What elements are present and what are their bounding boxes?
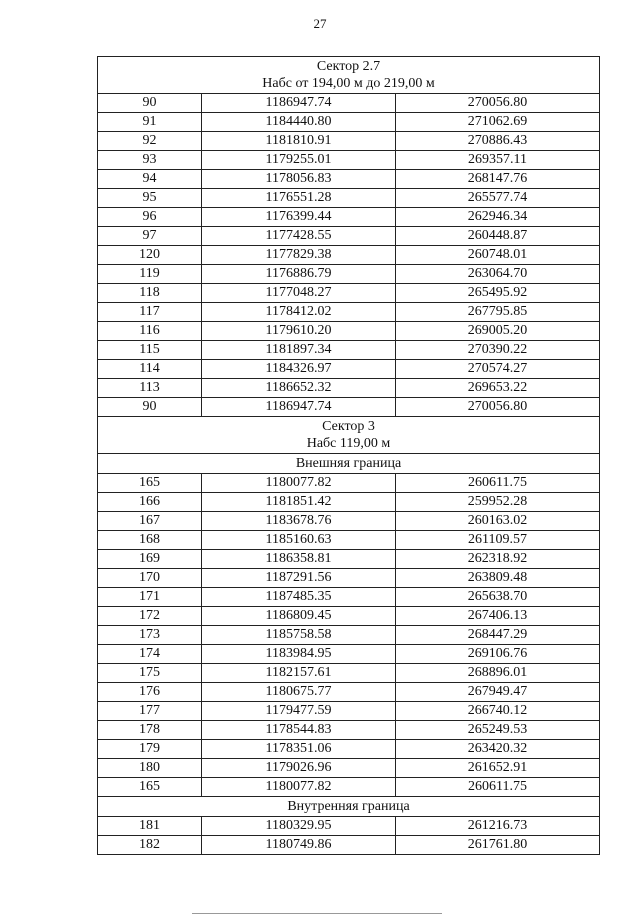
table-row [98, 113, 600, 132]
point-number-cell: 177 [98, 702, 202, 721]
y-coordinate-cell: 270390.22 [396, 341, 600, 360]
table-row [98, 379, 600, 398]
x-coordinate-cell: 1185160.63 [202, 531, 396, 550]
point-number-cell: 95 [98, 189, 202, 208]
x-coordinate-cell: 1179026.96 [202, 759, 396, 778]
page-bottom-rule [192, 913, 442, 914]
table-row [98, 322, 600, 341]
x-coordinate-cell: 1187291.56 [202, 569, 396, 588]
boundary-label: Внутренняя граница [98, 797, 600, 817]
table-row [98, 550, 600, 569]
table-row [98, 474, 600, 493]
table-row [98, 626, 600, 645]
sector-header [98, 417, 600, 454]
page-number: 27 [313, 16, 327, 31]
y-coordinate-cell: 270056.80 [396, 398, 600, 417]
point-number-cell: 92 [98, 132, 202, 151]
y-coordinate-cell: 260448.87 [396, 227, 600, 246]
x-coordinate-cell: 1184440.80 [202, 113, 396, 132]
point-number-cell: 169 [98, 550, 202, 569]
y-coordinate-cell: 267795.85 [396, 303, 600, 322]
x-coordinate-cell: 1186652.32 [202, 379, 396, 398]
x-coordinate-cell: 1185758.58 [202, 626, 396, 645]
x-coordinate-cell: 1181851.42 [202, 493, 396, 512]
table-row [98, 493, 600, 512]
x-coordinate-cell: 1180077.82 [202, 778, 396, 797]
y-coordinate-cell: 267949.47 [396, 683, 600, 702]
y-coordinate-cell: 268896.01 [396, 664, 600, 683]
y-coordinate-cell: 269005.20 [396, 322, 600, 341]
x-coordinate-cell: 1176551.28 [202, 189, 396, 208]
sector-title: Сектор 3 [322, 419, 375, 434]
table-row [98, 664, 600, 683]
table-row [98, 132, 600, 151]
table-row [98, 531, 600, 550]
x-coordinate-cell: 1186809.45 [202, 607, 396, 626]
x-coordinate-cell: 1186358.81 [202, 550, 396, 569]
y-coordinate-cell: 261761.80 [396, 836, 600, 855]
table-row [98, 836, 600, 855]
y-coordinate-cell: 263809.48 [396, 569, 600, 588]
x-coordinate-cell: 1178412.02 [202, 303, 396, 322]
point-number-cell: 90 [98, 398, 202, 417]
y-coordinate-cell: 265638.70 [396, 588, 600, 607]
table-row [98, 360, 600, 379]
table-row [98, 740, 600, 759]
table-row [98, 189, 600, 208]
table-row [98, 512, 600, 531]
x-coordinate-cell: 1177048.27 [202, 284, 396, 303]
point-number-cell: 120 [98, 246, 202, 265]
table-row [98, 227, 600, 246]
table-row [98, 569, 600, 588]
point-number-cell: 96 [98, 208, 202, 227]
table-row [98, 265, 600, 284]
point-number-cell: 176 [98, 683, 202, 702]
table-row [98, 702, 600, 721]
x-coordinate-cell: 1178056.83 [202, 170, 396, 189]
point-number-cell: 168 [98, 531, 202, 550]
x-coordinate-cell: 1184326.97 [202, 360, 396, 379]
x-coordinate-cell: 1182157.61 [202, 664, 396, 683]
point-number-cell: 165 [98, 778, 202, 797]
table-row [98, 817, 600, 836]
x-coordinate-cell: 1177428.55 [202, 227, 396, 246]
y-coordinate-cell: 261109.57 [396, 531, 600, 550]
coordinates-table-body [98, 57, 600, 855]
group-label-row [98, 454, 600, 474]
point-number-cell: 114 [98, 360, 202, 379]
point-number-cell: 115 [98, 341, 202, 360]
y-coordinate-cell: 263420.32 [396, 740, 600, 759]
x-coordinate-cell: 1181810.91 [202, 132, 396, 151]
table-row [98, 721, 600, 740]
point-number-cell: 165 [98, 474, 202, 493]
table-row [98, 208, 600, 227]
table-row [98, 759, 600, 778]
x-coordinate-cell: 1178351.06 [202, 740, 396, 759]
y-coordinate-cell: 261652.91 [396, 759, 600, 778]
table-row [98, 284, 600, 303]
x-coordinate-cell: 1179255.01 [202, 151, 396, 170]
table-row [98, 778, 600, 797]
sector-subtitle: Набс 119,00 м [306, 436, 391, 451]
point-number-cell: 91 [98, 113, 202, 132]
table-row [98, 398, 600, 417]
point-number-cell: 180 [98, 759, 202, 778]
y-coordinate-cell: 260611.75 [396, 474, 600, 493]
table-row [98, 645, 600, 664]
x-coordinate-cell: 1180077.82 [202, 474, 396, 493]
x-coordinate-cell: 1180749.86 [202, 836, 396, 855]
x-coordinate-cell: 1187485.35 [202, 588, 396, 607]
point-number-cell: 167 [98, 512, 202, 531]
y-coordinate-cell: 260748.01 [396, 246, 600, 265]
sector-header [98, 57, 600, 94]
point-number-cell: 93 [98, 151, 202, 170]
y-coordinate-cell: 259952.28 [396, 493, 600, 512]
point-number-cell: 181 [98, 817, 202, 836]
table-row [98, 170, 600, 189]
table-row [98, 588, 600, 607]
y-coordinate-cell: 263064.70 [396, 265, 600, 284]
sector-subtitle: Набс от 194,00 м до 219,00 м [262, 76, 435, 91]
point-number-cell: 179 [98, 740, 202, 759]
point-number-cell: 174 [98, 645, 202, 664]
point-number-cell: 170 [98, 569, 202, 588]
x-coordinate-cell: 1180675.77 [202, 683, 396, 702]
sector-header-row [98, 417, 600, 454]
y-coordinate-cell: 270056.80 [396, 94, 600, 113]
y-coordinate-cell: 269106.76 [396, 645, 600, 664]
y-coordinate-cell: 261216.73 [396, 817, 600, 836]
point-number-cell: 171 [98, 588, 202, 607]
x-coordinate-cell: 1180329.95 [202, 817, 396, 836]
table-row [98, 341, 600, 360]
x-coordinate-cell: 1186947.74 [202, 398, 396, 417]
y-coordinate-cell: 265577.74 [396, 189, 600, 208]
point-number-cell: 173 [98, 626, 202, 645]
point-number-cell: 97 [98, 227, 202, 246]
point-number-cell: 90 [98, 94, 202, 113]
x-coordinate-cell: 1176399.44 [202, 208, 396, 227]
table-row [98, 303, 600, 322]
y-coordinate-cell: 268447.29 [396, 626, 600, 645]
x-coordinate-cell: 1183984.95 [202, 645, 396, 664]
y-coordinate-cell: 270886.43 [396, 132, 600, 151]
y-coordinate-cell: 268147.76 [396, 170, 600, 189]
point-number-cell: 94 [98, 170, 202, 189]
point-number-cell: 113 [98, 379, 202, 398]
point-number-cell: 119 [98, 265, 202, 284]
coordinates-table [97, 56, 600, 855]
x-coordinate-cell: 1178544.83 [202, 721, 396, 740]
y-coordinate-cell: 262318.92 [396, 550, 600, 569]
group-label-row [98, 797, 600, 817]
y-coordinate-cell: 265249.53 [396, 721, 600, 740]
table-row [98, 683, 600, 702]
y-coordinate-cell: 269357.11 [396, 151, 600, 170]
point-number-cell: 166 [98, 493, 202, 512]
table-row [98, 151, 600, 170]
x-coordinate-cell: 1186947.74 [202, 94, 396, 113]
table-row [98, 246, 600, 265]
sector-title: Сектор 2.7 [316, 59, 381, 74]
x-coordinate-cell: 1179610.20 [202, 322, 396, 341]
point-number-cell: 175 [98, 664, 202, 683]
y-coordinate-cell: 267406.13 [396, 607, 600, 626]
y-coordinate-cell: 269653.22 [396, 379, 600, 398]
y-coordinate-cell: 260163.02 [396, 512, 600, 531]
y-coordinate-cell: 270574.27 [396, 360, 600, 379]
point-number-cell: 178 [98, 721, 202, 740]
x-coordinate-cell: 1176886.79 [202, 265, 396, 284]
y-coordinate-cell: 271062.69 [396, 113, 600, 132]
y-coordinate-cell: 265495.92 [396, 284, 600, 303]
x-coordinate-cell: 1183678.76 [202, 512, 396, 531]
point-number-cell: 118 [98, 284, 202, 303]
y-coordinate-cell: 260611.75 [396, 778, 600, 797]
y-coordinate-cell: 262946.34 [396, 208, 600, 227]
table-row [98, 607, 600, 626]
x-coordinate-cell: 1177829.38 [202, 246, 396, 265]
x-coordinate-cell: 1179477.59 [202, 702, 396, 721]
x-coordinate-cell: 1181897.34 [202, 341, 396, 360]
point-number-cell: 172 [98, 607, 202, 626]
point-number-cell: 117 [98, 303, 202, 322]
point-number-cell: 182 [98, 836, 202, 855]
boundary-label: Внешняя граница [98, 454, 600, 474]
sector-header-row [98, 57, 600, 94]
point-number-cell: 116 [98, 322, 202, 341]
y-coordinate-cell: 266740.12 [396, 702, 600, 721]
table-row [98, 94, 600, 113]
